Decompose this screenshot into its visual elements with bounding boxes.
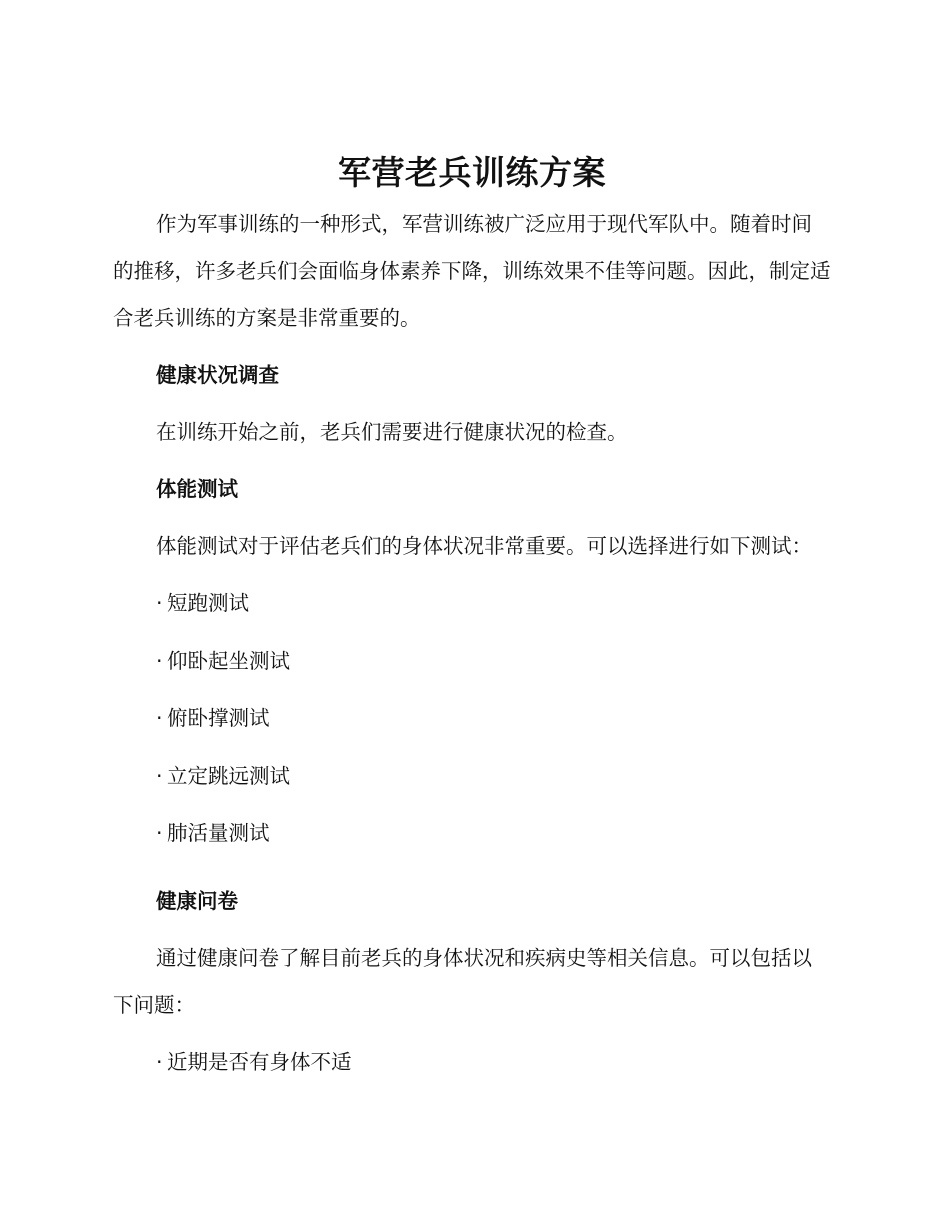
section-heading-health-questionnaire: 健康问卷 bbox=[156, 888, 238, 913]
fitness-test-list bbox=[156, 580, 831, 868]
fitness-test-paragraph: 体能测试对于评估老兵们的身体状况非常重要。可以选择进行如下测试： bbox=[156, 534, 812, 558]
list-item-label: 近期是否有身体不适 bbox=[167, 1049, 352, 1074]
health-check-section bbox=[113, 352, 831, 456]
list-item-sprint-test bbox=[156, 580, 831, 638]
health-questionnaire-paragraph: 通过健康问卷了解目前老兵的身体状况和疾病史等相关信息。可以包括以下问题： bbox=[113, 945, 812, 1017]
section-heading-health-check: 健康状况调查 bbox=[156, 363, 279, 387]
list-item-label: 立定跳远测试 bbox=[167, 763, 290, 788]
section-heading-fitness-test: 体能测试 bbox=[156, 477, 238, 501]
list-item-label: 仰卧起坐测试 bbox=[167, 648, 290, 673]
health-questionnaire-section bbox=[113, 878, 831, 1097]
bullet-dot: · bbox=[156, 591, 163, 615]
bullet-dot: · bbox=[156, 763, 163, 788]
fitness-test-section bbox=[113, 466, 831, 868]
document-body bbox=[113, 145, 831, 1096]
list-item-recent-discomfort bbox=[156, 1039, 831, 1097]
list-item-standing-jump-test bbox=[156, 753, 831, 811]
bullet-dot: · bbox=[156, 1049, 163, 1074]
bullet-dot: · bbox=[156, 648, 163, 673]
list-item-label: 短跑测试 bbox=[167, 591, 249, 615]
list-item-lung-capacity-test bbox=[156, 810, 831, 868]
bullet-dot: · bbox=[156, 821, 163, 845]
list-item-pushup-test bbox=[156, 695, 831, 753]
health-check-paragraph: 在训练开始之前，老兵们需要进行健康状况的检查。 bbox=[156, 420, 628, 444]
list-item-situp-test bbox=[156, 638, 831, 696]
intro-paragraph: 作为军事训练的一种形式，军营训练被广泛应用于现代军队中。随着时间的推移，许多老兵们会面临身体素养下降，训练效果不佳等问题。因此，制定适合老兵训练的方案是非常重要的。 bbox=[113, 212, 831, 330]
document-title: 军营老兵训练方案 bbox=[338, 153, 606, 192]
list-item-label: 肺活量测试 bbox=[167, 821, 270, 845]
list-item-label: 俯卧撑测试 bbox=[167, 706, 270, 730]
questionnaire-list bbox=[156, 1039, 831, 1097]
bullet-dot: · bbox=[156, 706, 163, 730]
